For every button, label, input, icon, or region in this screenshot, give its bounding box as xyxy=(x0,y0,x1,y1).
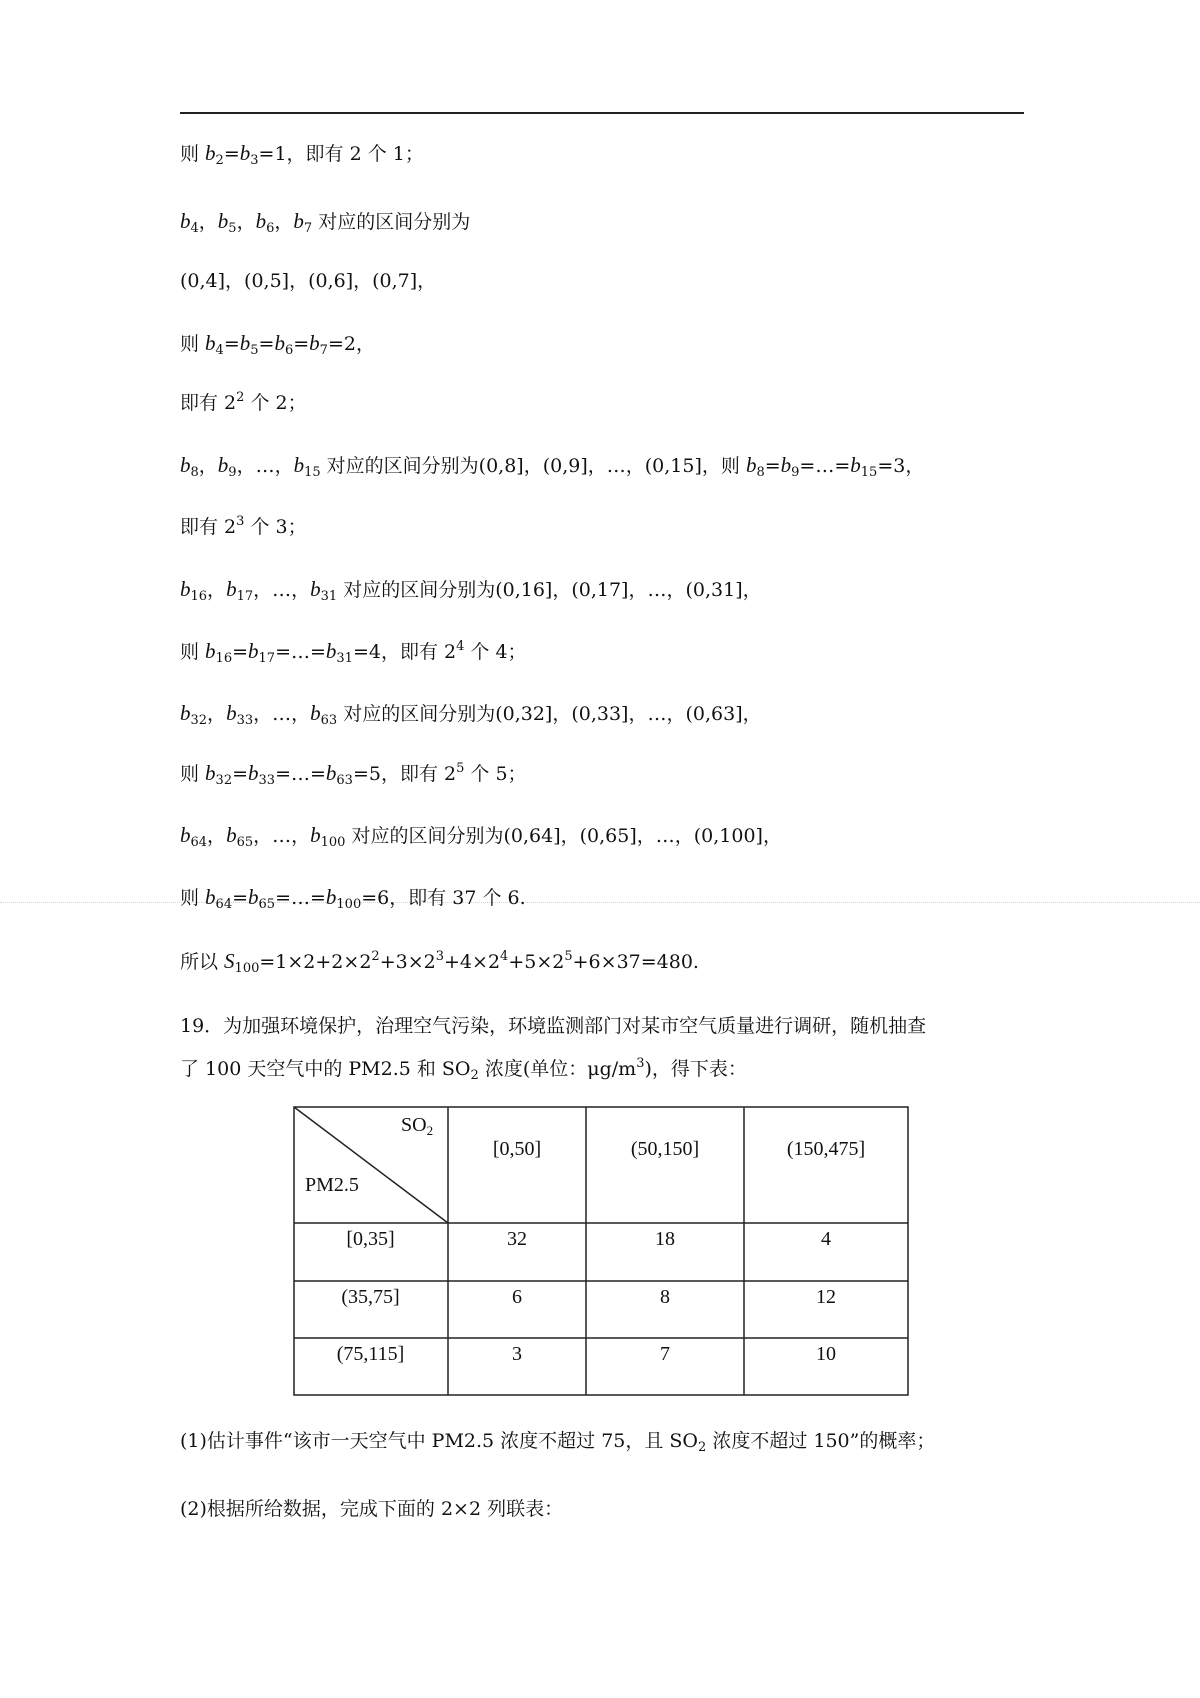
table-cell: 8 xyxy=(660,1286,670,1308)
table-cell: 3 xyxy=(512,1343,522,1365)
solution-line-8: $b_{16}$，$b_{17}$，…，$b_{31}$ 对应的区间分别为(0,16]，(0,17]，…，(0,31]， xyxy=(180,577,762,604)
table-cell: 12 xyxy=(816,1286,836,1308)
row-header-2: (35,75] xyxy=(341,1286,400,1308)
col-header-1: [0,50] xyxy=(492,1138,542,1160)
row-header-3: (75,115] xyxy=(336,1343,405,1365)
solution-line-3: (0,4]，(0,5]，(0,6]，(0,7]， xyxy=(180,270,437,292)
solution-line-5: 即有 $2^2$ 个 2； xyxy=(180,390,307,414)
solution-line-14: 所以 $S_{100}=1\times 2+2\times 2^2+3\times 2^3+4\times 2^4+5\times 2^5+6\times 37=480$. xyxy=(180,949,699,976)
solution-line-10: $b_{32}$，$b_{33}$，…，$b_{63}$ 对应的区间分别为(0,32]，(0,33]，…，(0,63]， xyxy=(180,701,762,728)
header-rule xyxy=(180,112,1024,114)
solution-line-11: 则 $b_{32}=b_{33}=\dots=b_{63}=5$，即有 $2^5$ 个 5； xyxy=(180,761,527,788)
corner-pm25-label: PM2.5 xyxy=(305,1174,359,1196)
col-header-2: (50,150] xyxy=(630,1138,700,1160)
solution-line-1: 则 $b_2=b_3=1$，即有 2 个 1； xyxy=(180,141,424,168)
subquestion-1: (1)估计事件“该市一天空气中 PM2.5 浓度不超过 75，且 $SO_2$ 浓度不超过 150”的概率； xyxy=(180,1430,936,1455)
solution-line-9: 则 $b_{16}=b_{17}=\dots=b_{31}=4$，即有 $2^4$ 个 4； xyxy=(180,639,527,666)
solution-line-4: 则 $b_4=b_5=b_6=b_7=2$， xyxy=(180,331,375,358)
question-19-line-2: 了 100 天空气中的 PM2.5 和 $SO_2$ 浓度(单位：$\mu g/m^3$)，得下表： xyxy=(180,1056,747,1083)
solution-line-7: 即有 $2^3$ 个 3； xyxy=(180,514,307,538)
solution-line-2: $b_4$，$b_5$，$b_6$，$b_7$ 对应的区间分别为 xyxy=(180,209,471,236)
table-cell: 6 xyxy=(512,1286,522,1308)
subquestion-2: (2)根据所给数据，完成下面的 2×2 列联表： xyxy=(180,1498,564,1520)
table-cell: 10 xyxy=(816,1343,836,1365)
solution-line-13: 则 $b_{64}=b_{65}=\dots=b_{100}=6$，即有 37 个 6. xyxy=(180,885,526,912)
row-header-1: [0,35] xyxy=(346,1228,395,1250)
solution-line-6: $b_8$，$b_9$，…，$b_{15}$ 对应的区间分别为(0,8]，(0,9]，…，(0,15]，则 $b_8=b_9=\dots=b_{15}=3$， xyxy=(180,453,925,480)
question-19-line-1: 19．为加强环境保护，治理空气污染，环境监测部门对某市空气质量进行调研，随机抽查 xyxy=(180,1015,927,1037)
corner-so2-label: $SO_2$ xyxy=(401,1114,434,1138)
table-cell: 7 xyxy=(660,1343,670,1365)
contingency-table xyxy=(293,1106,909,1396)
col-header-3: (150,475] xyxy=(786,1138,866,1160)
table-cell: 18 xyxy=(655,1228,675,1250)
table-cell: 32 xyxy=(507,1228,527,1250)
solution-line-12: $b_{64}$，$b_{65}$，…，$b_{100}$ 对应的区间分别为(0,64]，(0,65]，…，(0,100]， xyxy=(180,823,782,850)
table-cell: 4 xyxy=(821,1228,831,1250)
